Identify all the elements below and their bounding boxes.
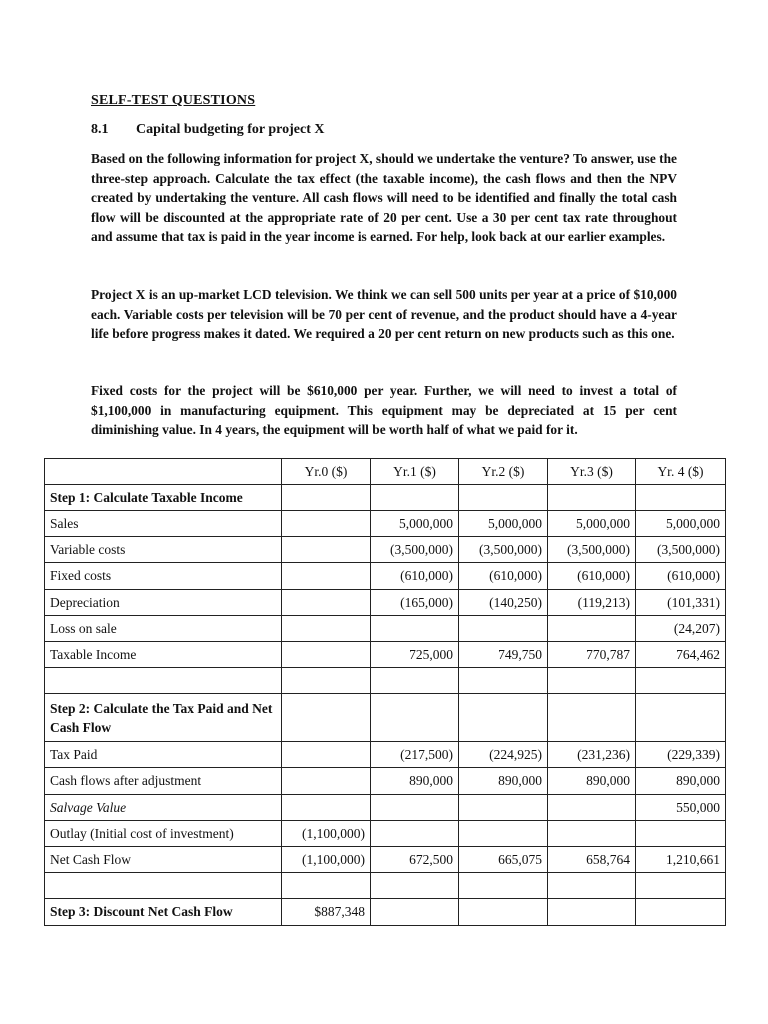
table-cell (459, 795, 548, 821)
table-row (45, 768, 726, 795)
table-cell: 5,000,000 (548, 511, 636, 537)
table-cell (459, 616, 548, 642)
table-cell: (24,207) (636, 616, 726, 642)
table-row (45, 821, 726, 847)
table-cell (371, 899, 459, 926)
table-cell: (1,100,000) (282, 847, 371, 873)
table-cell: 749,750 (459, 642, 548, 668)
row-label: Cash flows after adjustment (45, 768, 282, 795)
table-cell (548, 694, 636, 742)
row-label (45, 668, 282, 694)
table-cell: (217,500) (371, 742, 459, 768)
table-cell (459, 899, 548, 926)
table-row (45, 563, 726, 590)
table-cell (548, 821, 636, 847)
table-cell: (140,250) (459, 590, 548, 616)
table-cell (282, 768, 371, 795)
row-label: Salvage Value (45, 795, 282, 821)
row-label: Sales (45, 511, 282, 537)
table-row (45, 537, 726, 563)
row-label: Net Cash Flow (45, 847, 282, 873)
table-cell (548, 668, 636, 694)
table-cell: (3,500,000) (371, 537, 459, 563)
table-cell: 5,000,000 (371, 511, 459, 537)
paragraph-project-description: Project X is an up-market LCD television. We think we can sell 500 units per year at a price of $10,000 each. Variable costs per television will be 70 per cent of revenue, and the product should have a 4-year life before progress makes it dated. We required a 20 per cent return on new products such as this one. (91, 287, 677, 342)
paragraph-costs: Fixed costs for the project will be $610,000 per year. Further, we will need to invest a total of $1,100,000 in manufacturing equipment. This equipment may be depreciated at 15 per cent diminishing value. In 4 years, the equipment will be worth half of what we paid for it. (91, 383, 677, 438)
table-cell: 890,000 (371, 768, 459, 795)
row-label: Fixed costs (45, 563, 282, 590)
column-header: Yr.0 ($) (282, 459, 371, 485)
table-cell (548, 873, 636, 899)
table-cell: 764,462 (636, 642, 726, 668)
table-cell: 672,500 (371, 847, 459, 873)
table-cell (459, 873, 548, 899)
table-cell (282, 642, 371, 668)
table-cell (548, 485, 636, 511)
row-label (45, 873, 282, 899)
table-cell (371, 821, 459, 847)
section-heading: SELF-TEST QUESTIONS (91, 93, 256, 108)
table-cell (548, 795, 636, 821)
table-cell (282, 511, 371, 537)
table-cell (459, 668, 548, 694)
table-cell: $887,348 (282, 899, 371, 926)
table-row (45, 873, 726, 899)
table-row (45, 694, 726, 742)
question-title-text: Capital budgeting for project X (136, 122, 325, 137)
table-cell (459, 821, 548, 847)
column-header (45, 459, 282, 485)
column-header: Yr.3 ($) (548, 459, 636, 485)
table-cell: (610,000) (459, 563, 548, 590)
table-row (45, 642, 726, 668)
table-cell (371, 485, 459, 511)
table-row (45, 847, 726, 873)
table-cell (282, 668, 371, 694)
table-cell (636, 899, 726, 926)
table-cell: 725,000 (371, 642, 459, 668)
table-cell: (231,236) (548, 742, 636, 768)
table-cell (282, 742, 371, 768)
table-cell: 658,764 (548, 847, 636, 873)
table-cell: (165,000) (371, 590, 459, 616)
row-label: Step 2: Calculate the Tax Paid and Net Cash Flow (45, 694, 282, 742)
table-row (45, 795, 726, 821)
column-header: Yr.2 ($) (459, 459, 548, 485)
table-row (45, 668, 726, 694)
table-cell: 5,000,000 (459, 511, 548, 537)
column-header: Yr.1 ($) (371, 459, 459, 485)
table-cell (371, 873, 459, 899)
table-cell (282, 563, 371, 590)
table-row (45, 616, 726, 642)
table-row (45, 590, 726, 616)
table-cell (636, 485, 726, 511)
row-label: Depreciation (45, 590, 282, 616)
table-cell (282, 616, 371, 642)
table-cell (371, 795, 459, 821)
question-number: 8.1 (91, 122, 109, 137)
table-row (45, 742, 726, 768)
table-cell (282, 537, 371, 563)
table-cell (636, 821, 726, 847)
table-cell (371, 668, 459, 694)
table-cell: (3,500,000) (548, 537, 636, 563)
table-cell (371, 616, 459, 642)
table-cell: 1,210,661 (636, 847, 726, 873)
table-header-row (45, 459, 726, 485)
table-cell (282, 485, 371, 511)
row-label: Taxable Income (45, 642, 282, 668)
row-label: Tax Paid (45, 742, 282, 768)
table-cell (636, 873, 726, 899)
table-cell: (610,000) (371, 563, 459, 590)
table-cell (636, 694, 726, 742)
table-cell: (224,925) (459, 742, 548, 768)
table-cell: (3,500,000) (636, 537, 726, 563)
table-cell (548, 899, 636, 926)
row-label: Step 1: Calculate Taxable Income (45, 485, 282, 511)
table-cell: (1,100,000) (282, 821, 371, 847)
table-cell: (101,331) (636, 590, 726, 616)
table-cell: (610,000) (636, 563, 726, 590)
table-cell: 770,787 (548, 642, 636, 668)
table-cell: 550,000 (636, 795, 726, 821)
table-cell (282, 795, 371, 821)
table-cell: (119,213) (548, 590, 636, 616)
row-label: Outlay (Initial cost of investment) (45, 821, 282, 847)
table-cell: (610,000) (548, 563, 636, 590)
table-cell (459, 694, 548, 742)
paragraph-instructions: Based on the following information for project X, should we undertake the venture? To answer, use the three-step approach. Calculate the tax effect (the taxable income), the cash flows and then the NPV created by undertaking the venture. All cash flows will need to be identified and finally the total cash flow will be discounted at the appropriate rate of 20 per cent. Use a 30 per cent tax rate throughout and assume that tax is paid in the year income is earned. For help, look back at our earlier examples. (91, 151, 677, 245)
table-cell: (229,339) (636, 742, 726, 768)
table-cell (548, 616, 636, 642)
table-cell (282, 590, 371, 616)
row-label: Step 3: Discount Net Cash Flow (45, 899, 282, 926)
table-cell: (3,500,000) (459, 537, 548, 563)
table-row (45, 511, 726, 537)
table-cell: 890,000 (548, 768, 636, 795)
table-row (45, 899, 726, 926)
table-row (45, 485, 726, 511)
column-header: Yr. 4 ($) (636, 459, 726, 485)
table-cell: 5,000,000 (636, 511, 726, 537)
table-cell (282, 694, 371, 742)
table-cell: 890,000 (459, 768, 548, 795)
cash-flow-table (44, 458, 726, 926)
table-cell (371, 694, 459, 742)
question-title (91, 122, 324, 138)
table-cell: 890,000 (636, 768, 726, 795)
table-cell: 665,075 (459, 847, 548, 873)
table-cell (636, 668, 726, 694)
table-cell (282, 873, 371, 899)
row-label: Variable costs (45, 537, 282, 563)
row-label: Loss on sale (45, 616, 282, 642)
table-cell (459, 485, 548, 511)
